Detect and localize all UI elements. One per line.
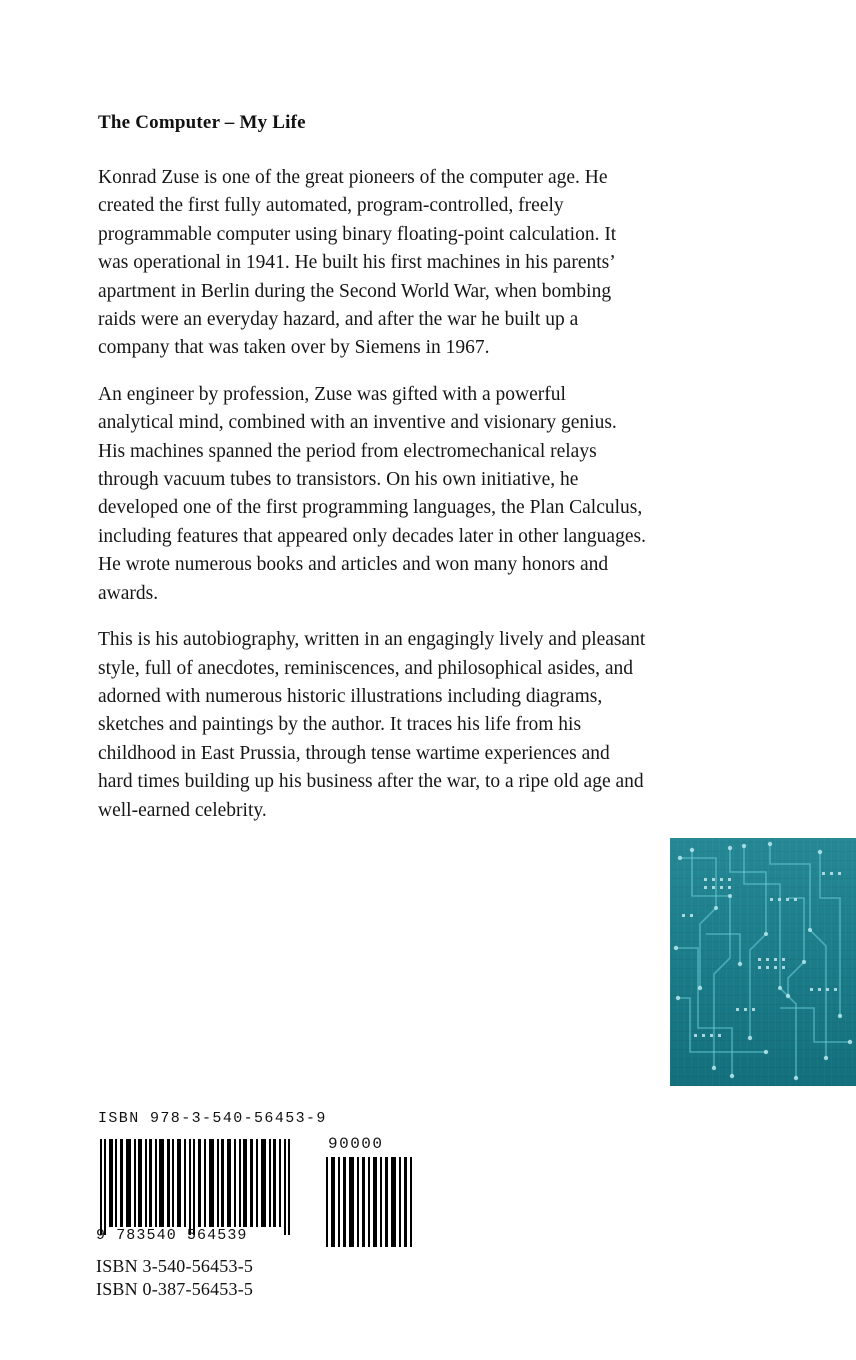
barcode-graphics <box>96 1131 436 1249</box>
addon-digits: 90000 <box>328 1135 384 1153</box>
isbn-10-line-2: ISBN 0-387-56453-5 <box>96 1279 254 1299</box>
circuit-board-image <box>670 838 856 1086</box>
blurb-block <box>98 112 646 825</box>
barcode-block <box>96 1110 436 1301</box>
isbn-13-label: ISBN 978-3-540-56453-9 <box>98 1110 327 1127</box>
isbn-10-line-1: ISBN 3-540-56453-5 <box>96 1256 254 1276</box>
ean13-digits: 9 783540 564539 <box>96 1227 248 1244</box>
isbn-10-list <box>96 1255 436 1301</box>
circuit-traces-graphic <box>670 838 856 1086</box>
blurb-paragraph-2: An engineer by profession, Zuse was gifted with a powerful analytical mind, combined with an inventive and visionary genius. His machines spanned the period from electromechanical relays through vacuum tubes to transistors. On his own initiative, he developed one of the first programming languages, the Plan Calculus, including features that appeared only decades later in other languages. He wrote numerous books and articles and won many honors and awards. <box>98 383 646 604</box>
blurb-paragraph-1: Konrad Zuse is one of the great pioneers of the computer age. He created the first fully automated, program-controlled, freely programmable computer using binary floating-point calculation. It was operational in 1941. He built his first machines in his parents’ apartment in Berlin during the Second World War, when bombing raids were an everyday hazard, and after the war he built up a company that was taken over by Siemens in 1967. <box>98 167 617 359</box>
page-title: The Computer – My Life <box>98 112 306 133</box>
blurb-paragraph-3: This is his autobiography, written in an engagingly lively and pleasant style, full of anecdotes, reminiscences, and philosophical asides, and adorned with numerous historic illustrations including diagrams, sketches and paintings by the author. It traces his life from his childhood in East Prussia, through tense wartime experiences and hard times building up his business after the war, to a ripe old age and well-earned celebrity. <box>98 629 646 821</box>
ean5-addon-barcode-icon <box>324 1155 416 1249</box>
